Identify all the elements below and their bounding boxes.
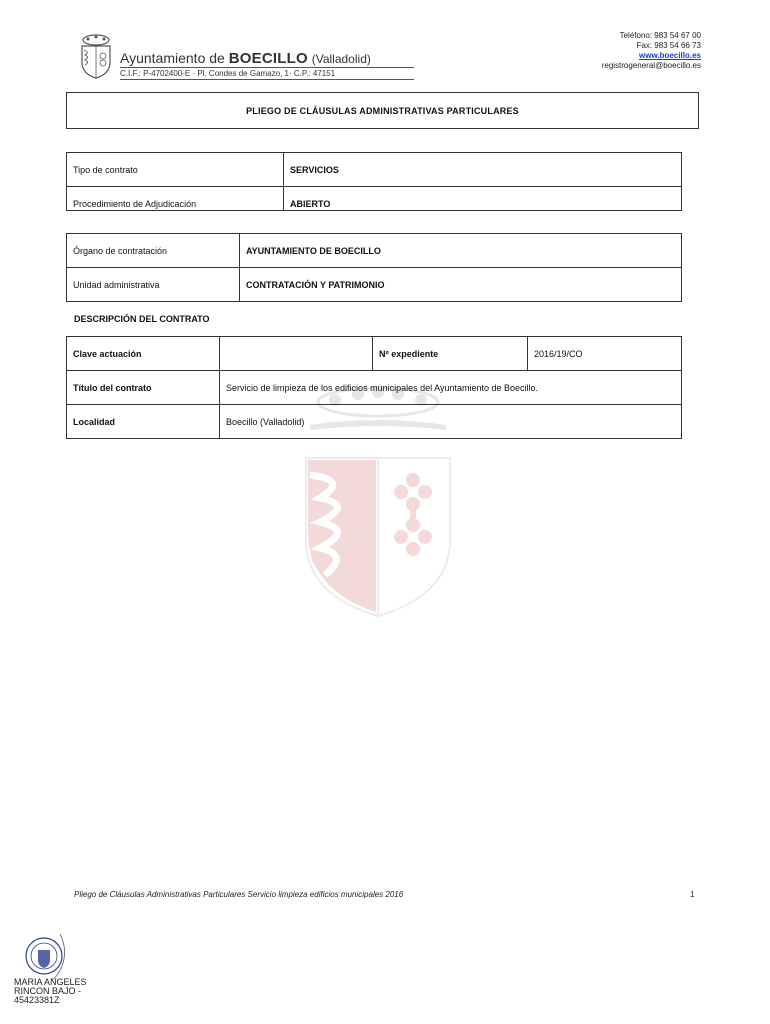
fax: Fax: 983 54 66 73: [636, 41, 701, 50]
table-row: [67, 371, 682, 405]
expediente-label: Nº expediente: [373, 337, 528, 371]
table-row: [67, 153, 682, 187]
org-prefix: Ayuntamiento de: [120, 50, 225, 66]
cif-address: C.I.F.: P-4702400-E · Pl. Condes de Gamazo, 1· C.P.: 47151: [120, 69, 336, 78]
table-row: [67, 234, 682, 268]
document-title: PLIEGO DE CLÁUSULAS ADMINISTRATIVAS PARTICULARES: [246, 105, 519, 116]
table-row: [67, 337, 682, 371]
table-row: [67, 187, 682, 211]
contracting-body-label: Órgano de contratación: [67, 234, 240, 268]
titulo-value: Servicio de limpieza de los edificios municipales del Ayuntamiento de Boecillo.: [220, 371, 682, 405]
organization-name: [120, 50, 371, 67]
localidad-label: Localidad: [67, 405, 220, 439]
signature-stamp-icon: [22, 930, 74, 982]
admin-unit-value: CONTRATACIÓN Y PATRIMONIO: [240, 268, 682, 302]
org-name: BOECILLO: [228, 50, 308, 67]
titulo-label: Título del contrato: [67, 371, 220, 405]
phone: Teléfono: 983 54 67 00: [619, 31, 701, 40]
procedure-label: Procedimiento de Adjudicación: [67, 187, 284, 211]
coat-of-arms-icon: [78, 34, 114, 80]
table-row: [67, 268, 682, 302]
contracting-body-value: AYUNTAMIENTO DE BOECILLO: [240, 234, 682, 268]
localidad-value: Boecillo (Valladolid): [220, 405, 682, 439]
signer-line-2: RINCON BAJO -: [14, 986, 82, 996]
contract-type-value: SERVICIOS: [284, 153, 682, 187]
header-rule: [120, 67, 414, 68]
org-province: (Valladolid): [311, 52, 371, 66]
header-rule-bottom: [120, 79, 414, 80]
page-footer: Pliego de Cláusulas Administrativas Particulares Servicio limpieza edificios municipales 2016: [74, 890, 404, 899]
signer-name: [14, 978, 87, 1005]
procedure-value: ABIERTO: [284, 187, 682, 211]
contract-description-table: [66, 336, 682, 439]
signer-line-1: MARIA ANGELES: [14, 977, 87, 987]
clave-value: [220, 337, 373, 371]
description-heading: DESCRIPCIÓN DEL CONTRATO: [74, 314, 210, 324]
expediente-value: 2016/19/CO: [528, 337, 682, 371]
contact-block: [602, 31, 701, 71]
signer-line-3: 45423381Z: [14, 995, 60, 1005]
contract-type-label: Tipo de contrato: [67, 153, 284, 187]
website-link[interactable]: www.boecillo.es: [639, 51, 701, 60]
contract-type-table: [66, 152, 682, 211]
table-row: [67, 405, 682, 439]
clave-label: Clave actuación: [67, 337, 220, 371]
admin-unit-label: Unidad administrativa: [67, 268, 240, 302]
organization-table: [66, 233, 682, 302]
page-number: 1: [690, 890, 695, 899]
email: registrogeneral@boecillo.es: [601, 61, 701, 70]
document-title-box: [66, 92, 699, 129]
